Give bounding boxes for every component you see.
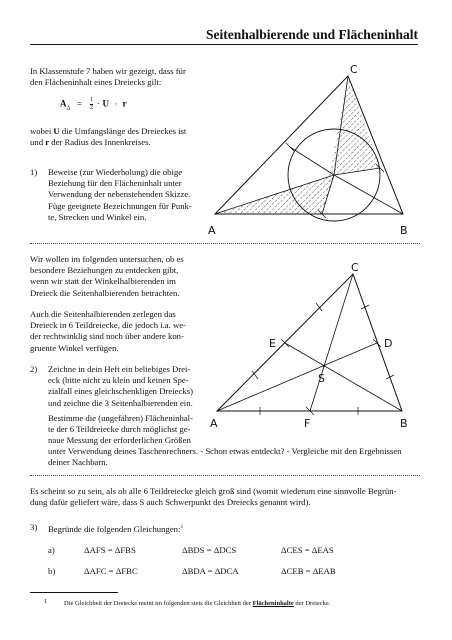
formula-U: U [102, 98, 109, 109]
task-2-line: und zeichne die 3 Seitenhalbierenden ein. [48, 397, 193, 408]
centroid-point [323, 365, 325, 367]
centroid-label-s: S [318, 372, 325, 385]
vertex-label-b: B [400, 224, 408, 237]
task-2-line: eck (bitte nicht zu klein und keinen Spe- [48, 375, 189, 386]
explanation-text: der Radius des Innenkreises. [49, 137, 151, 148]
equation: ΔBDS = ΔDCS [182, 545, 237, 555]
page-title: Seitenhalbierende und Flächeninhalt [30, 27, 418, 45]
vertex-label-a: A [208, 224, 216, 237]
task-3-number: 3) [30, 522, 38, 532]
section-3-line: dung dafür geliefert wäre, dass S auch Schwerpunkt des Dreiecks genannt wird). [30, 497, 311, 508]
footnote-reference: 1 [180, 524, 184, 530]
task-2-line: unter Verwendung deines Taschenrechners. - Schon etwas entdeckt? - Vergleiche mit den Ergebnissen [48, 446, 402, 456]
formula-lhs: A [60, 98, 67, 109]
section-3-line: Es scheint so zu sein, als ob alle 6 Teildreiecke gleich groß sind (womit wiederum eine sinnvolle Begrün- [30, 486, 397, 496]
equation: ΔAFC = ΔFBC [84, 566, 138, 576]
radius [290, 147, 334, 175]
section-2-line: gruente Winkel verfügen. [30, 342, 119, 353]
task-1-line: Beziehung für den Flächeninhalt unter [48, 178, 182, 189]
task-1-line: Beweise (zur Wiederholung) die obige [48, 167, 183, 177]
section-2-intro [30, 254, 212, 299]
task-2-wide-text [48, 446, 428, 468]
formula-r: r [122, 98, 127, 109]
equation-row-a: a) [48, 545, 55, 555]
angle-bisector [334, 175, 403, 214]
midpoint-label-d: D [384, 337, 393, 350]
task-1-line: Füge geeignete Bezeichnungen für Punk- [48, 200, 192, 211]
task-2-paragraph [48, 413, 212, 447]
section-2-line: besondere Beziehungen zu entdecken gibt, [30, 265, 179, 276]
task-3-instruction: Begründe die folgenden Gleichungen: [48, 523, 181, 534]
intro-line-2: den Flächeninhalt eines Dreiecks gilt: [30, 77, 162, 88]
task-1-line: te, Strecken und Winkel ein. [48, 211, 147, 222]
formula-equals: = [76, 98, 82, 109]
vertex-label-c: C [350, 63, 358, 76]
section-2-line: Wir wollen im folgenden untersuchen, ob es [30, 254, 184, 264]
equation: ΔCES = ΔEAS [281, 545, 334, 555]
section-divider [30, 475, 420, 476]
section-divider [30, 243, 420, 244]
median-c [310, 274, 353, 411]
task-1-line: Verwendung der nebenstehenden Skizze. [48, 189, 191, 200]
median-b [285, 343, 402, 411]
variable-U: U [53, 126, 60, 136]
formula-fraction [90, 97, 93, 112]
footnote-separator [30, 592, 118, 593]
task-2-line: deiner Nachbarn. [48, 457, 108, 468]
section-2-paragraph [30, 309, 212, 354]
task-2-line: te der 6 Teildreiecke durch möglichst ge- [48, 424, 191, 435]
task-1-text [48, 167, 210, 223]
formula-subscript: Δ [66, 105, 71, 112]
section-2-line: der rechtwinklig sind noch über andere kon- [30, 331, 184, 342]
area-formula [60, 97, 126, 112]
footnote-line: der Dreiecke. [293, 600, 331, 607]
variable-r: r [45, 137, 50, 148]
equation: ΔAFS = ΔFBS [84, 545, 136, 555]
task-2-text [48, 364, 212, 409]
section-2-line: Dreieck die Seitenhalbierenden betrachten. [30, 287, 180, 298]
median-a [217, 343, 377, 411]
section-2-line: wenn wir statt der Winkelhalbierenden im [30, 276, 176, 287]
equation: ΔCEB = ΔEAB [281, 566, 336, 576]
vertex-label-c: C [351, 261, 359, 274]
intro-text [30, 66, 220, 88]
task-2-number: 2) [30, 364, 38, 374]
explanation-text: und [30, 137, 46, 148]
task-2-line: naue Messung der erforderlichen Größen [48, 435, 191, 446]
medians-figure [205, 255, 425, 435]
equation: ΔBDA = ΔDCA [182, 566, 239, 576]
section-3-text [30, 486, 422, 508]
section-2-line: Auch die Seitenhalbierenden zerlegen das [30, 309, 176, 319]
footnote-text [64, 600, 424, 607]
vertex-label-a: A [210, 417, 218, 430]
task-2-line: zialfall eines gleichschenkligen Dreiecks) [48, 386, 193, 397]
footnote-mark: 1 [44, 598, 48, 605]
formula-dot-1: · [97, 98, 101, 109]
equation-row-b: b) [48, 566, 56, 576]
task-2-line: Zeichne in dein Heft ein beliebiges Drei- [48, 364, 191, 374]
midpoint-label-f: F [304, 417, 311, 430]
triangle-abc [217, 274, 402, 411]
explanation-text: wobei [30, 126, 54, 136]
footnote-emphasis: Flächeninhalte [252, 600, 294, 607]
formula-dot-2: · [114, 98, 118, 109]
vertex-label-b: B [400, 417, 408, 430]
fraction-denominator: 2 [89, 105, 93, 111]
fraction-numerator: 1 [89, 97, 93, 103]
section-2-line: Dreieck in 6 Teildreiecke, die jedoch i.a. we- [30, 320, 187, 331]
midpoint-label-e: E [269, 337, 276, 350]
footnote-line: Die Gleichheit der Dreiecke meint im folgenden stets die Gleichheit der [64, 600, 253, 607]
intro-explanation [30, 126, 220, 148]
task-1-number: 1) [30, 167, 38, 177]
intro-line-1: In Klassenstufe 7 haben wir gezeigt, dass für [30, 66, 186, 76]
task-2-line: Bestimme die (ungefähren) Flächeninhal- [48, 413, 193, 423]
task-3-text [48, 522, 183, 535]
explanation-text: die Umfangslänge des Dreieckes ist [59, 126, 187, 136]
incircle-figure [205, 62, 425, 242]
